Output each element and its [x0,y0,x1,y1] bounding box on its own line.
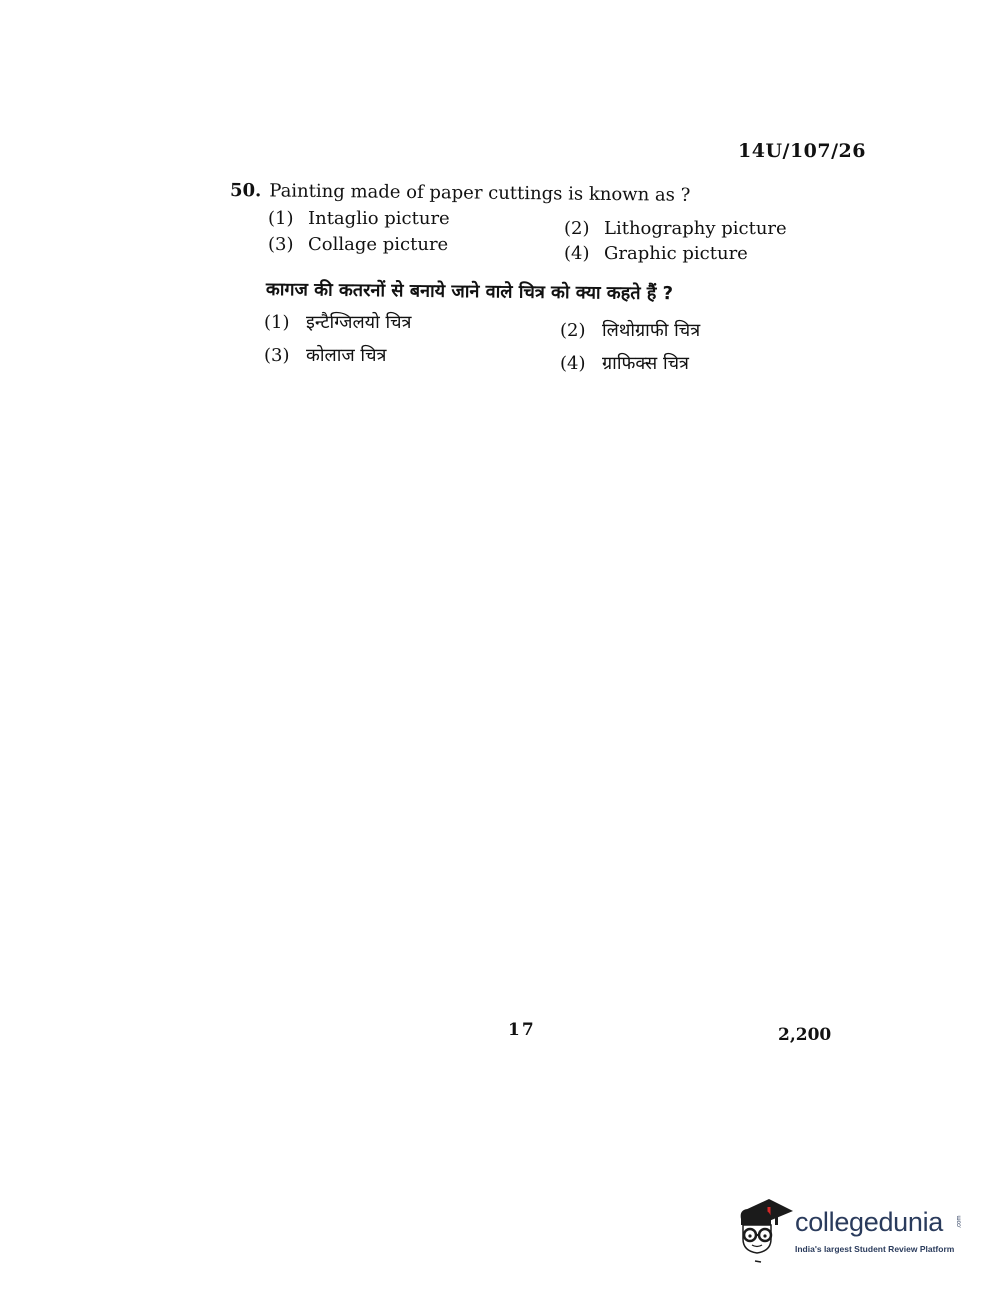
page-number: 17 [508,1020,536,1040]
paper-code: 14U/107/26 [738,140,866,162]
logo-dotcom: .com [956,1215,963,1229]
question-number: 50. [229,180,262,202]
option-en-3: (3) Collage picture [268,234,449,255]
question-text-english: 50. Painting made of paper cuttings is known as ? [229,180,691,206]
option-en-2: (2) Lithography picture [564,218,787,239]
option-hi-2: (2) लिथोग्राफी चित्र [560,320,701,341]
question-text-hindi: कागज की कतरनों से बनाये जाने वाले चित्र को क्या कहते हैं ? [265,279,674,305]
collegedunia-logo [735,1195,965,1275]
option-hi-1: (1) इन्टैग्जिलयो चित्र [264,312,412,333]
option-en-1: (1) Intaglio picture [268,208,450,229]
option-hi-3: (3) कोलाज चित्र [264,345,387,366]
logo-wordmark: collegedunia [795,1207,944,1237]
print-count: 2,200 [778,1025,832,1045]
option-en-4: (4) Graphic picture [564,243,748,264]
option-hi-4: (4) ग्राफिक्स चित्र [560,353,689,374]
logo-tagline: India's largest Student Review Platform [795,1244,955,1254]
mascot-icon [735,1195,793,1265]
